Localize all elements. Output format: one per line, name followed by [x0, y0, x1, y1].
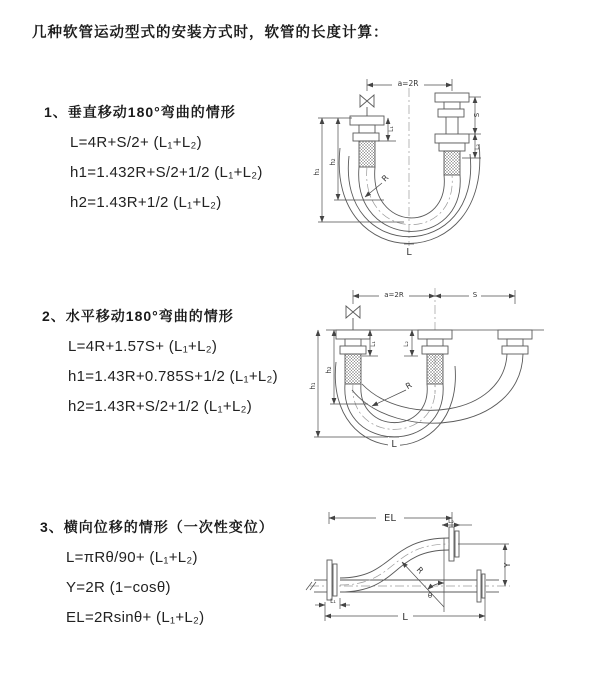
formula-line: L=4R+1.57S+ (L₁+L₂)	[68, 338, 218, 355]
dim-label-h2: h₂	[325, 366, 333, 374]
dim-label-h1: h₁	[313, 168, 321, 176]
hose-braid	[427, 354, 443, 384]
dim-label-h1: h₁	[309, 382, 317, 390]
formula-line: EL=2Rsinθ+ (L₁+L₂)	[66, 609, 205, 626]
dim-label-el: EL	[384, 513, 396, 524]
dim-label-l1: L₁	[370, 341, 377, 347]
dim-label-l: L	[391, 439, 397, 450]
section-3-formulas	[40, 543, 274, 633]
dim-label-l1: L₁	[388, 126, 395, 132]
section-1-formulas	[44, 128, 263, 218]
dim-label-l: L	[402, 612, 408, 623]
page-title: 几种软管运动型式的安装方式时，软管的长度计算：	[32, 25, 389, 41]
flange	[449, 527, 454, 561]
dim-label-a2r: a=2R	[397, 79, 419, 88]
formula-line: h2=1.43R+S/2+1/2 (L₁+L₂)	[68, 398, 253, 415]
formula-line: h1=1.43R+0.785S+1/2 (L₁+L₂)	[68, 368, 278, 385]
dim-label-s: S	[473, 112, 481, 118]
dim-label-l1: L₁	[330, 598, 336, 605]
diagram-horizontal-180-bend	[308, 282, 596, 450]
section-2-heading: 2、水平移动180°弯曲的情形	[42, 308, 234, 324]
dim-label-r: R	[404, 380, 414, 392]
valve-icon	[346, 306, 360, 318]
formula-line: L=4R+S/2+ (L₁+L₂)	[70, 134, 202, 151]
flange	[477, 570, 481, 602]
section-3-heading: 3、横向位移的情形（一次性变位）	[40, 519, 274, 535]
dim-label-r: R	[380, 173, 391, 184]
section-2-formulas	[42, 332, 278, 422]
formula-line: L=πRθ/90+ (L₁+L₂)	[66, 549, 198, 566]
section-1	[44, 102, 263, 218]
section-2	[42, 306, 278, 422]
formula-line: h1=1.432R+S/2+1/2 (L₁+L₂)	[70, 164, 263, 181]
dim-label-theta: θ	[427, 592, 433, 600]
diagram-lateral-displacement	[302, 498, 600, 638]
flange	[327, 560, 332, 600]
dim-label-l2: L₂	[448, 518, 454, 525]
hose-braid	[345, 354, 361, 384]
dim-label-l: L	[406, 247, 412, 258]
hose-braid	[359, 141, 375, 167]
dim-label-a2r: a=2R	[384, 291, 404, 299]
diagram-vertical-180-bend	[312, 70, 590, 266]
dim-label-s: S	[472, 291, 478, 299]
dim-label-r: R	[414, 565, 426, 576]
valve-icon	[360, 95, 374, 107]
dim-label-y: Y	[503, 562, 512, 568]
dim-label-h2: h₂	[329, 158, 337, 166]
dim-label-l2: L₂	[403, 341, 410, 347]
section-1-heading: 1、垂直移动180°弯曲的情形	[44, 104, 236, 120]
formula-line: h2=1.43R+1/2 (L₁+L₂)	[70, 194, 222, 211]
hose-braid	[444, 151, 460, 175]
section-3	[40, 517, 274, 633]
formula-line: Y=2R (1−cosθ)	[66, 579, 171, 596]
dim-label-l2: L₂	[474, 144, 481, 150]
